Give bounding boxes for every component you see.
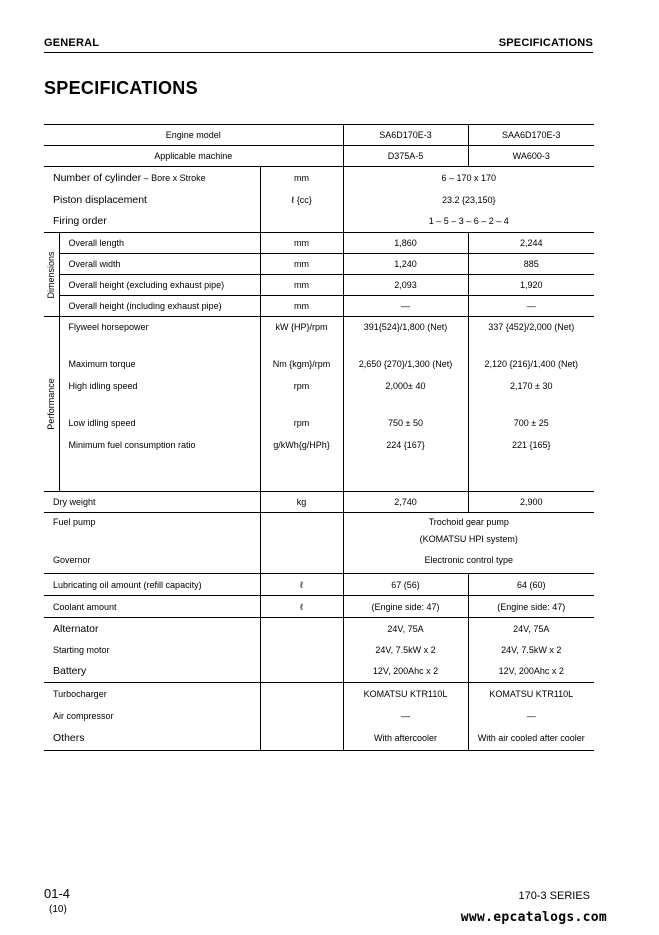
row-applicable-machine <box>44 146 594 167</box>
alternator-value-2: 24V, 75A <box>513 623 550 634</box>
lube-oil-value-2: 64 (60) <box>468 574 594 596</box>
battery-label: Battery <box>44 661 260 683</box>
header-section: GENERAL <box>44 37 100 49</box>
footer-series: 170-3 SERIES <box>518 890 590 902</box>
coolant-unit: ℓ <box>260 596 343 618</box>
dim-label: Overall height (including exhaust pipe) <box>59 296 260 317</box>
governor-value: Electronic control type <box>424 555 514 565</box>
applicable-machine-2: WA600-3 <box>468 146 594 167</box>
dim-value-2: 885 <box>468 254 594 275</box>
starting-motor-value-1: 24V, 7.5kW x 2 <box>343 640 468 661</box>
cylinder-unit: mm <box>260 167 343 189</box>
footer-page-number: 01-4 <box>44 886 71 901</box>
row-battery <box>44 661 594 683</box>
alternator-label: Alternator <box>44 618 260 640</box>
dim-unit: mm <box>260 275 343 296</box>
row-number-of-cylinder <box>44 167 594 189</box>
row-overall-width <box>44 254 594 275</box>
turbocharger-label: Turbocharger <box>44 683 260 705</box>
dim-value-1: — <box>343 296 468 317</box>
perf-unit-fuel-ratio: g/kWh{g/HPh} <box>273 440 330 450</box>
row-overall-height-excl <box>44 275 594 296</box>
dim-unit: mm <box>260 296 343 317</box>
specifications-table <box>44 124 594 751</box>
row-overall-height-incl <box>44 296 594 317</box>
perf-value-1: 2,650 {270}/1,300 (Net) <box>358 359 453 369</box>
fuel-pump-label: Fuel pump <box>53 517 96 527</box>
perf-value-2: 2,120 {216}/1,400 (Net) <box>484 359 579 369</box>
firing-order-value: 1 – 5 – 3 – 6 – 2 – 4 <box>343 211 594 233</box>
perf-label-fuel-ratio: Minimum fuel consumption ratio <box>68 440 196 450</box>
row-turbocharger <box>44 683 594 705</box>
perf-value-2: 2,170 ± 30 <box>510 381 553 391</box>
alternator-value-1: 24V, 75A <box>343 618 468 640</box>
perf-label-flywheel: Flyweel horsepower <box>68 322 149 332</box>
perf-value-2: 700 ± 25 <box>513 418 549 428</box>
lube-oil-value-1: 67 (56) <box>343 574 468 596</box>
row-overall-length <box>44 233 594 254</box>
dim-label: Overall height (excluding exhaust pipe) <box>59 275 260 296</box>
header-chapter: SPECIFICATIONS <box>498 37 593 49</box>
fuel-pump-value-line2: (KOMATSU HPI system) <box>419 534 518 544</box>
dim-unit: mm <box>260 233 343 254</box>
cylinder-label: Number of cylinder – Bore x Stroke <box>44 167 260 189</box>
perf-unit-flywheel: kW {HP}/rpm <box>275 322 328 332</box>
perf-value-2: 337 {452}/2,000 (Net) <box>488 322 575 332</box>
dim-value-1: 2,093 <box>343 275 468 296</box>
dry-weight-value-2: 2,900 <box>468 492 594 513</box>
dim-value-1: 1,860 <box>343 233 468 254</box>
dim-label: Overall length <box>59 233 260 254</box>
dry-weight-value-1: 2,740 <box>343 492 468 513</box>
turbocharger-value-1: KOMATSU KTR110L <box>343 683 468 705</box>
perf-value-1: 2,000± 40 <box>385 381 426 391</box>
row-firing-order <box>44 211 594 233</box>
engine-model-label: Engine model <box>44 125 343 146</box>
page-title: SPECIFICATIONS <box>44 78 198 98</box>
dimensions-group-label: Dimensions <box>44 233 59 317</box>
coolant-value-1: (Engine side: 47) <box>343 596 468 618</box>
row-performance <box>44 317 594 492</box>
displacement-value: 23.2 {23,150} <box>441 194 496 205</box>
dim-value-2: 1,920 <box>468 275 594 296</box>
perf-label-torque: Maximum torque <box>68 359 136 369</box>
row-others <box>44 727 594 751</box>
engine-model-2: SAA6D170E-3 <box>468 125 594 146</box>
starting-motor-value-2: 24V, 7.5kW x 2 <box>501 645 562 655</box>
perf-unit-torque: Nm {kgm}/rpm <box>272 359 331 369</box>
footer-revision: (10) <box>49 904 67 915</box>
applicable-machine-1: D375A-5 <box>343 146 468 167</box>
row-starting-motor <box>44 640 594 661</box>
dim-label: Overall width <box>59 254 260 275</box>
engine-model-1: SA6D170E-3 <box>343 125 468 146</box>
applicable-machine-label: Applicable machine <box>44 146 343 167</box>
row-piston-displacement <box>44 189 594 211</box>
dry-weight-unit: kg <box>260 492 343 513</box>
row-fuel-pump-governor <box>44 513 594 574</box>
perf-label-low-idling: Low idling speed <box>68 418 136 428</box>
battery-value-2: 12V, 200Ahc x 2 <box>468 661 594 683</box>
watermark-url: www.epcatalogs.com <box>460 910 607 925</box>
row-air-compressor <box>44 705 594 727</box>
row-alternator <box>44 618 594 640</box>
lube-oil-unit: ℓ <box>260 574 343 596</box>
turbocharger-value-2: KOMATSU KTR110L <box>489 688 574 699</box>
dim-unit: mm <box>260 254 343 275</box>
perf-value-1: 224 {167} <box>386 440 425 450</box>
firing-order-label: Firing order <box>44 211 260 233</box>
dry-weight-label: Dry weight <box>44 492 260 513</box>
air-compressor-value-1: — <box>343 705 468 727</box>
perf-unit-high-idling: rpm <box>293 381 310 391</box>
perf-value-1: 750 ± 50 <box>388 418 423 428</box>
others-value-2: With air cooled after cooler <box>468 727 594 751</box>
perf-label-high-idling: High idling speed <box>68 381 138 391</box>
lube-oil-label: Lubricating oil amount (refill capacity) <box>44 574 260 596</box>
row-coolant <box>44 596 594 618</box>
others-value-1: With aftercooler <box>343 727 468 751</box>
cylinder-value: 6 – 170 x 170 <box>441 172 497 183</box>
displacement-unit: ℓ {cc} <box>260 189 343 211</box>
starting-motor-label: Starting motor <box>44 640 260 661</box>
dim-value-2: — <box>468 296 594 317</box>
row-lubricating-oil <box>44 574 594 596</box>
coolant-value-2: (Engine side: 47) <box>468 596 594 618</box>
dim-value-2: 2,244 <box>468 233 594 254</box>
air-compressor-label: Air compressor <box>44 705 260 727</box>
others-label: Others <box>44 727 260 751</box>
perf-value-1: 391{524}/1,800 (Net) <box>363 322 448 332</box>
row-dry-weight <box>44 492 594 513</box>
air-compressor-value-2: — <box>526 710 536 721</box>
displacement-label: Piston displacement <box>44 189 260 211</box>
performance-group-label: Performance <box>44 317 59 492</box>
perf-unit-low-idling: rpm <box>293 418 310 428</box>
perf-value-2: 221 {165} <box>511 440 551 450</box>
governor-label: Governor <box>53 555 91 565</box>
header-rule <box>44 52 593 53</box>
dim-value-1: 1,240 <box>343 254 468 275</box>
row-engine-model <box>44 125 594 146</box>
coolant-label: Coolant amount <box>44 596 260 618</box>
battery-value-1: 12V, 200Ahc x 2 <box>343 661 468 683</box>
fuel-pump-value-line1: Trochoid gear pump <box>428 517 509 527</box>
